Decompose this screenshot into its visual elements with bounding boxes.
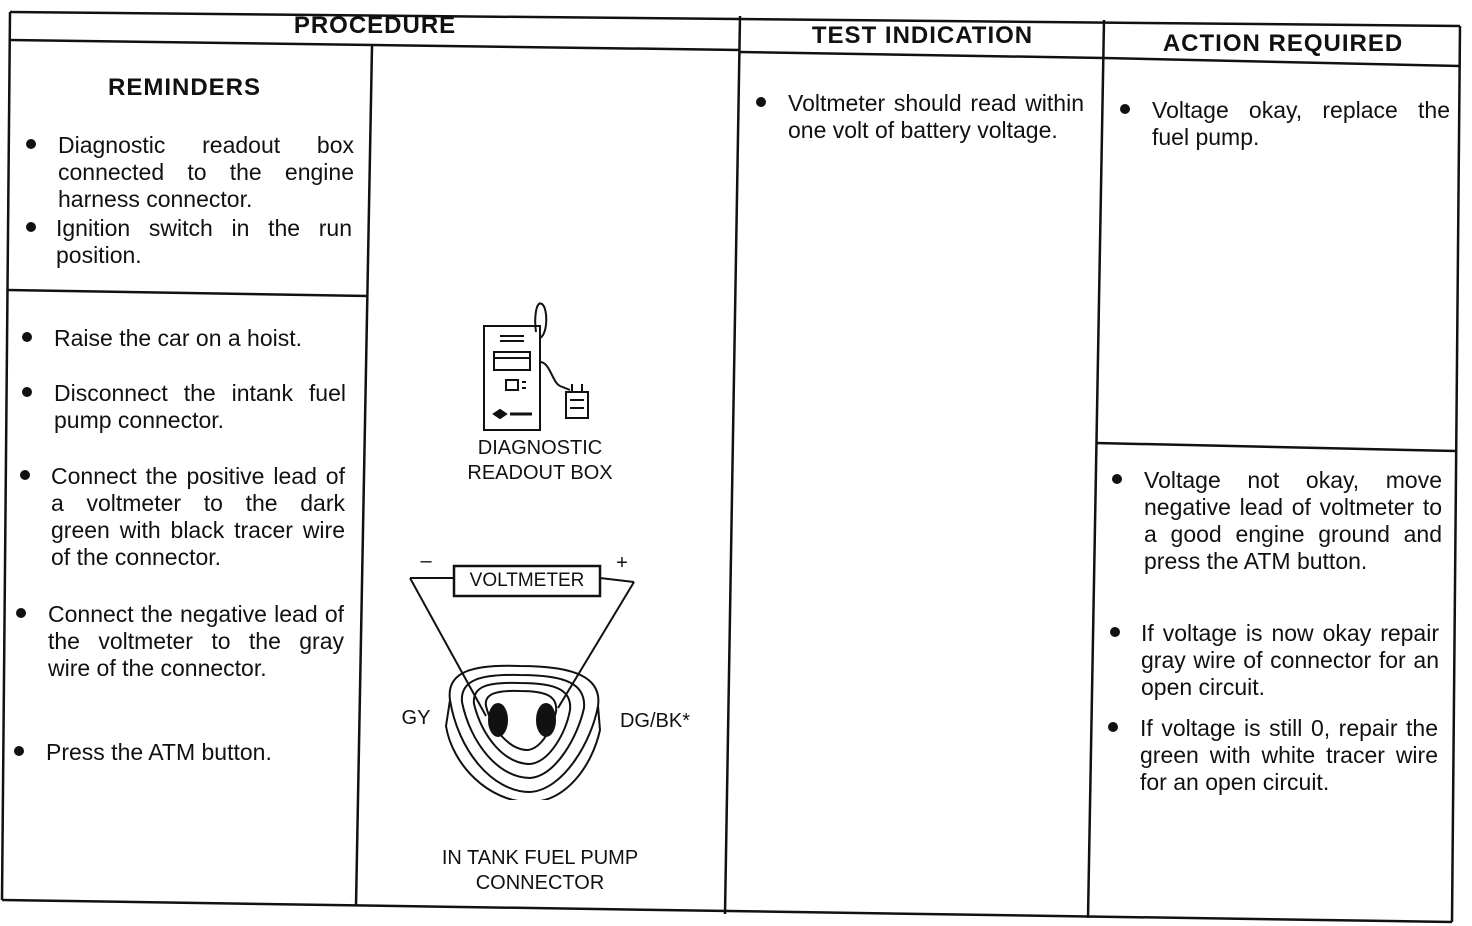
plus-terminal-label: + bbox=[616, 552, 628, 574]
procedure-step: Disconnect the intank fuel pump connector. bbox=[54, 380, 346, 433]
action-item: Voltage not okay, move negative lead of voltmeter to a good engine ground and press the ATM button. bbox=[1144, 467, 1442, 574]
procedure-header: PROCEDURE bbox=[293, 12, 457, 39]
test-indication-header: TEST INDICATION bbox=[811, 22, 1034, 49]
bullet-dot bbox=[1120, 104, 1130, 114]
reminders-title: REMINDERS bbox=[108, 74, 262, 101]
green-black-wire-label: DG/BK* bbox=[619, 710, 691, 732]
bullet-dot bbox=[26, 222, 36, 232]
procedure-step: Connect the positive lead of a voltmeter to the dark green with black tracer wire of the connector. bbox=[51, 463, 345, 570]
action-item: If voltage is now okay repair gray wire of connector for an open circuit. bbox=[1141, 620, 1439, 700]
action-item: Voltage okay, replace the fuel pump. bbox=[1152, 97, 1450, 150]
connector-label: IN TANK FUEL PUMP bbox=[441, 847, 639, 869]
readout-box-icon bbox=[470, 298, 610, 436]
bullet-dot bbox=[26, 139, 36, 149]
readout-box-label: READOUT BOX bbox=[467, 462, 613, 484]
action-item: If voltage is still 0, repair the green with white tracer wire for an open circuit. bbox=[1140, 715, 1438, 795]
procedure-step: Connect the negative lead of the voltmeter to the gray wire of the connector. bbox=[48, 601, 344, 681]
bullet-dot bbox=[22, 332, 32, 342]
bullet-dot bbox=[1108, 722, 1118, 732]
minus-terminal-label: – bbox=[420, 550, 432, 572]
reminder-item: Ignition switch in the run position. bbox=[56, 215, 352, 268]
bullet-dot bbox=[1110, 627, 1120, 637]
readout-box-label: DIAGNOSTIC bbox=[477, 437, 603, 459]
gray-wire-label: GY bbox=[401, 707, 431, 729]
procedure-step: Press the ATM button. bbox=[46, 739, 272, 765]
bullet-dot bbox=[20, 470, 30, 480]
voltmeter-label: VOLTMETER bbox=[469, 570, 585, 591]
bullet-dot bbox=[22, 387, 32, 397]
procedure-step: Raise the car on a hoist. bbox=[54, 325, 303, 351]
test-indication-text: Voltmeter should read within one volt of battery voltage. bbox=[788, 90, 1084, 143]
bullet-dot bbox=[1112, 474, 1122, 484]
bullet-dot bbox=[16, 608, 26, 618]
action-required-header: ACTION REQUIRED bbox=[1162, 30, 1404, 57]
bullet-dot bbox=[756, 97, 766, 107]
connector-label: CONNECTOR bbox=[475, 872, 605, 894]
reminder-item: Diagnostic readout box connected to the engine harness connector. bbox=[58, 132, 354, 212]
bullet-dot bbox=[14, 746, 24, 756]
